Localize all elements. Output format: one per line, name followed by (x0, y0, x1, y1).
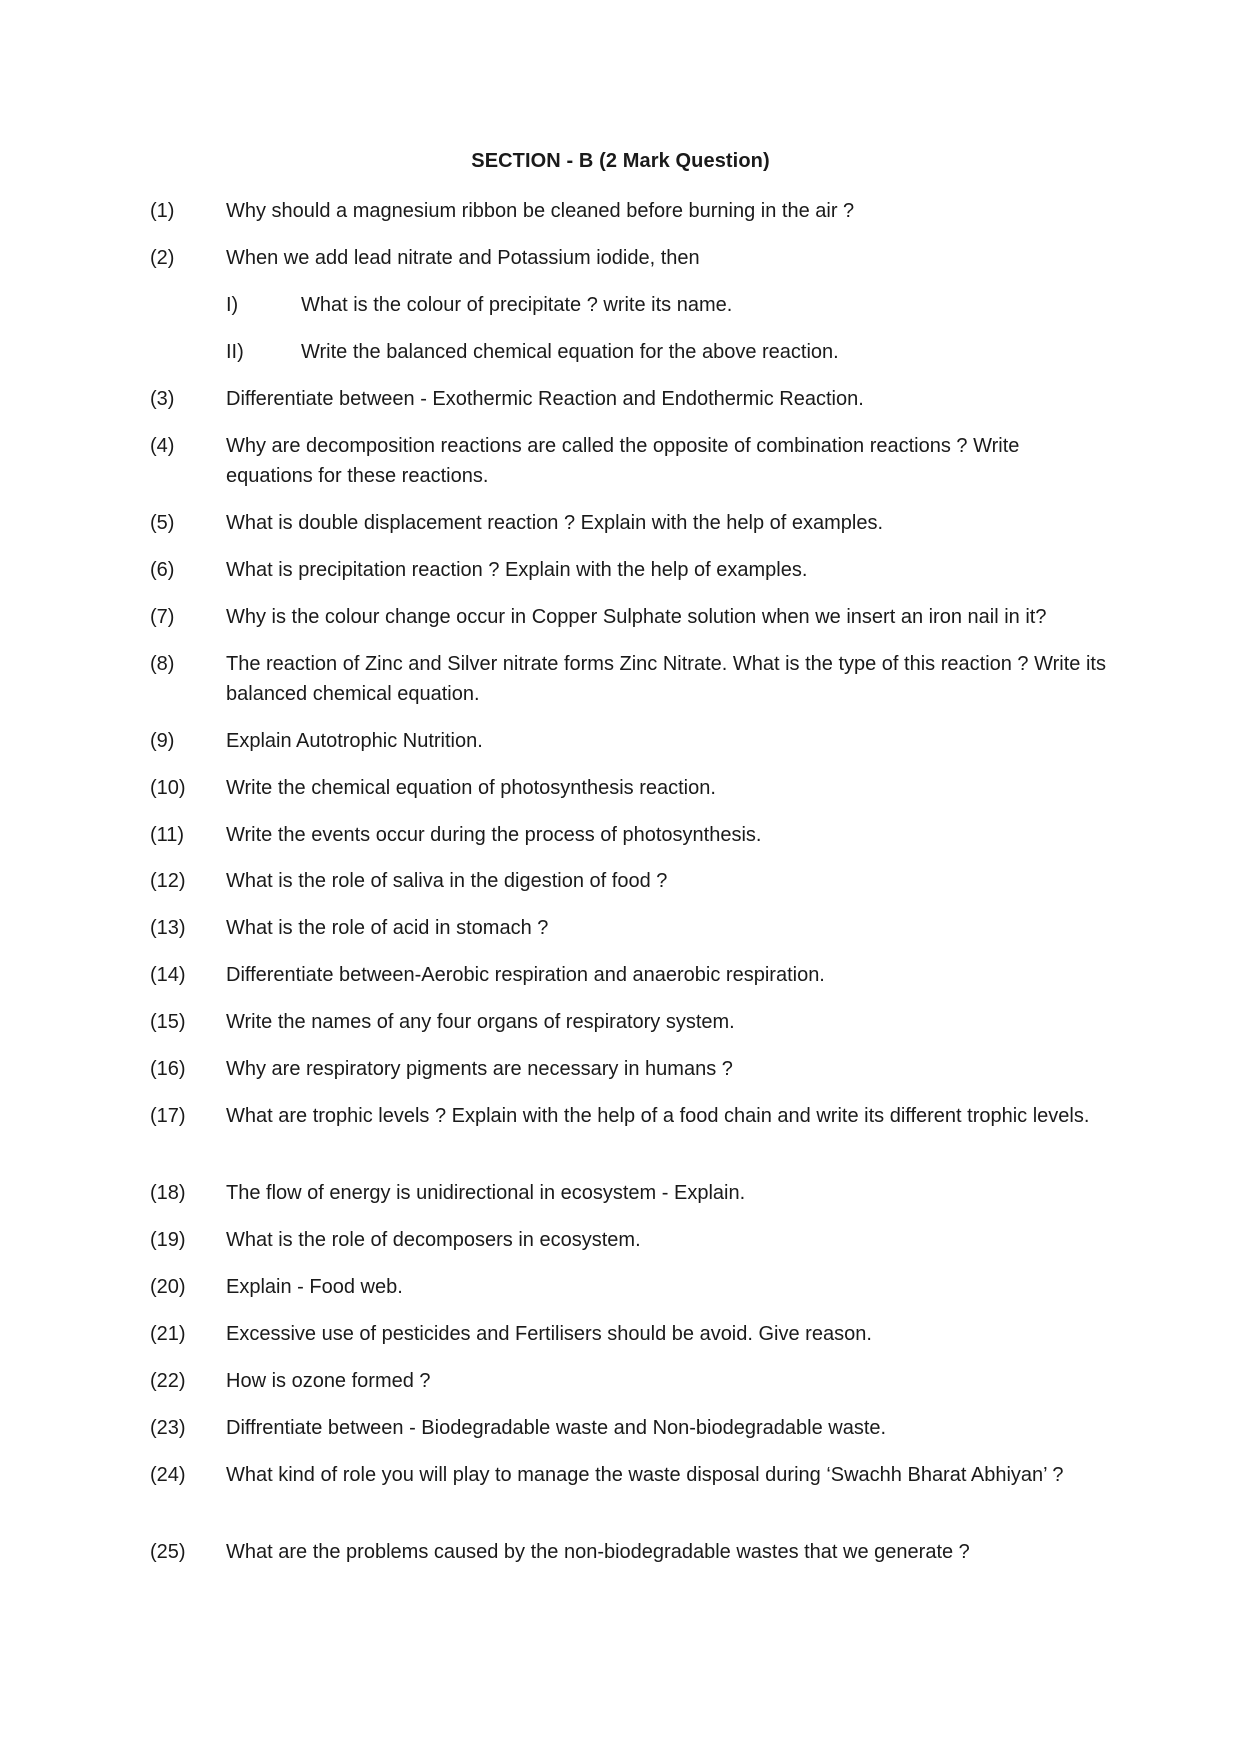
sub-question-number: I) (226, 294, 239, 316)
question-text: How is ozone formed ? (226, 1370, 431, 1392)
question-number: (1) (150, 200, 175, 222)
question-text: What kind of role you will play to manage the waste disposal during ‘Swachh Bharat Abhiyan’ ? (226, 1464, 1064, 1486)
question-number: (2) (150, 247, 175, 269)
question-number: (12) (150, 870, 186, 892)
question-text: Why are respiratory pigments are necessary in humans ? (226, 1058, 733, 1080)
question-number: (24) (150, 1464, 186, 1486)
question-number: (15) (150, 1011, 186, 1033)
question-number: (20) (150, 1276, 186, 1298)
question-text: Explain Autotrophic Nutrition. (226, 730, 483, 752)
question-text: Write the events occur during the process of photosynthesis. (226, 824, 762, 846)
question-text: What is the role of acid in stomach ? (226, 917, 549, 939)
question-text: The flow of energy is unidirectional in ecosystem - Explain. (226, 1182, 746, 1204)
question-text: Diffrentiate between - Biodegradable waste and Non-biodegradable waste. (226, 1417, 887, 1439)
question-number: (5) (150, 512, 175, 534)
question-number: (22) (150, 1370, 186, 1392)
question-number: (11) (150, 824, 185, 846)
question-text: Why is the colour change occur in Copper Sulphate solution when we insert an iron nail in it? (226, 606, 1047, 628)
question-text: The reaction of Zinc and Silver nitrate forms Zinc Nitrate. What is the type of this reaction ? Write its balanced chemical equation. (226, 653, 1106, 705)
question-text: Why should a magnesium ribbon be cleaned before burning in the air ? (226, 200, 855, 222)
sub-question-text: What is the colour of precipitate ? write its name. (301, 294, 733, 316)
question-number: (21) (150, 1323, 186, 1345)
question-number: (18) (150, 1182, 186, 1204)
question-number: (19) (150, 1229, 186, 1251)
sub-question-number: II) (226, 341, 244, 363)
question-text: Write the chemical equation of photosynthesis reaction. (226, 777, 716, 799)
question-number: (10) (150, 777, 186, 799)
question-number: (7) (150, 606, 175, 628)
section-title: SECTION - B (2 Mark Question) (471, 150, 770, 172)
question-number: (6) (150, 559, 175, 581)
question-number: (16) (150, 1058, 186, 1080)
question-text: When we add lead nitrate and Potassium iodide, then (226, 247, 700, 269)
question-text: Excessive use of pesticides and Fertilisers should be avoid. Give reason. (226, 1323, 872, 1345)
question-text: Differentiate between-Aerobic respiration and anaerobic respiration. (226, 964, 825, 986)
question-number: (13) (150, 917, 186, 939)
question-text: Why are decomposition reactions are called the opposite of combination reactions ? Write equations for these reactions. (226, 435, 1020, 487)
question-text: What is the role of decomposers in ecosystem. (226, 1229, 641, 1251)
question-text: Explain - Food web. (226, 1276, 403, 1298)
question-number: (8) (150, 653, 175, 675)
question-number: (23) (150, 1417, 186, 1439)
question-text: What is double displacement reaction ? Explain with the help of examples. (226, 512, 884, 534)
question-text: Write the names of any four organs of respiratory system. (226, 1011, 735, 1033)
question-number: (3) (150, 388, 175, 410)
question-number: (4) (150, 435, 175, 457)
question-number: (14) (150, 964, 186, 986)
question-text: What are the problems caused by the non-biodegradable wastes that we generate ? (226, 1541, 970, 1563)
question-text: Differentiate between - Exothermic Reaction and Endothermic Reaction. (226, 388, 864, 410)
sub-question-text: Write the balanced chemical equation for the above reaction. (301, 341, 839, 363)
question-number: (9) (150, 730, 175, 752)
question-number: (25) (150, 1541, 186, 1563)
question-text: What is precipitation reaction ? Explain with the help of examples. (226, 559, 808, 581)
question-number: (17) (150, 1105, 186, 1127)
question-text: What are trophic levels ? Explain with the help of a food chain and write its different trophic levels. (226, 1105, 1090, 1127)
question-text: What is the role of saliva in the digestion of food ? (226, 870, 668, 892)
